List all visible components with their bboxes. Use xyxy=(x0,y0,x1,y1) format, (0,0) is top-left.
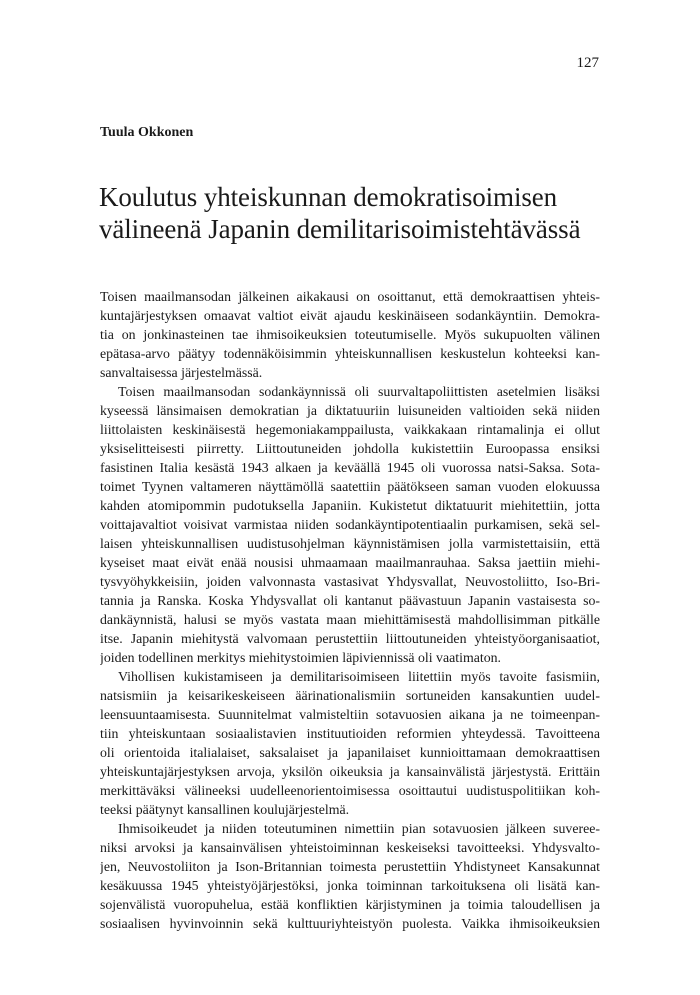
body-line: leensuuntaamisesta. Suunnitelmat valmisteltiin sotavuosien aikana ja ne toimeenpan- xyxy=(100,707,600,722)
body-line: kahden atomipommin pudotuksella Japaniin. Kukistetut diktatuurit miehitettiin, jotta xyxy=(100,498,600,513)
body-line: toimet Tyynen valtameren näyttämöllä saatettiin päätökseen saman vuoden elokuussa xyxy=(100,479,600,494)
body-line: Ihmisoikeudet ja niiden toteutuminen nimettiin pian sotavuosien jälkeen suveree- xyxy=(118,821,600,836)
body-line: niksi arvoksi ja kansainvälisen yhteistoiminnan keskeiseksi tavoitteeksi. Yhdysvalto- xyxy=(100,840,600,855)
body-line: kyseessä länsimaisen demokratian ja diktatuuriin luisuneiden valtioiden sekä niiden xyxy=(100,403,600,418)
body-line: joiden todellinen merkitys miehitystoimien läpiviennissä oli vaatimaton. xyxy=(100,650,502,665)
body-paragraph xyxy=(100,382,600,667)
body-line: Toisen maailmansodan jälkeinen aikakausi on osoittanut, että demokraattisen yhteis- xyxy=(100,289,600,304)
body-line: laisen yhteiskunnallisen uudistusohjelman käynnistämisen jolla varmistettaisiin, että xyxy=(100,536,600,551)
body-line: voittajavaltiot voisivat varmistaa niiden sodankäyntipotentiaalin purkamisen, sekä sel- xyxy=(100,517,600,532)
body-line: kyseiset maat eivät enää nousisi uhmaamaan maailmanrauhaa. Saksa jaettiin miehi- xyxy=(100,555,600,570)
body-line: oli orientoida italialaiset, saksalaiset ja japanilaiset kunnioittamaan demokraattisen xyxy=(100,745,600,760)
body-line: Toisen maailmansodan sodankäynnissä oli suurvaltapoliittisten asetelmien lisäksi xyxy=(118,384,600,399)
body-line: teeksi päätynyt kansallinen koulujärjestelmä. xyxy=(100,802,350,817)
body-line: merkittäväksi välineeksi uudelleenorientoimisessa osoittautui uudistuspolitiikan koh- xyxy=(100,783,600,798)
body-line: epätasa-arvo päätyy todennäköisimmin yhteiskunnallisen keskustelun kohteeksi kan- xyxy=(100,346,600,361)
body-paragraph xyxy=(100,667,600,819)
article-title-line: Koulutus yhteiskunnan demokratisoimisen xyxy=(99,182,558,212)
body-line: liittolaisten keskinäisestä hegemoniakamppailusta, vaikkakaan rintamalinja ei ollut xyxy=(100,422,600,437)
body-line: Vihollisen kukistamiseen ja demilitarisoimiseen liitettiin myös tavoite fasismiin, xyxy=(118,669,600,684)
body-line: yhteiskuntajärjestyksen arvoja, yksilön oikeuksia ja kansainvälistä järjestystä. Erittäin xyxy=(100,764,600,779)
body-line: natsismiin ja keisarikeskeiseen äärinationalismiin sortuneiden kansakuntien uudel- xyxy=(100,688,600,703)
body-line: fasistinen Italia kesästä 1943 alkaen ja keväällä 1945 oli vuorossa natsi-Saksa. Sota- xyxy=(100,460,600,475)
article-title xyxy=(99,181,619,245)
body-line: tiin yhteiskuntaan sosiaalistavien instituutioiden reformien yhteydessä. Tavoitteena xyxy=(100,726,600,741)
body-line: yksiselitteisesti piirretty. Liittoutuneiden johdolla kukistettiin Euroopassa ensiksi xyxy=(100,441,600,456)
author-name: Tuula Okkonen xyxy=(100,125,194,140)
body-paragraph xyxy=(100,287,600,382)
body-line: tia on jonkinasteinen tae ihmisoikeuksien toteutumiselle. Myös sukupuolten välinen xyxy=(100,327,600,342)
body-line: tannia ja Ranska. Koska Yhdysvallat oli kantanut päävastuun Japanin vastaisesta so- xyxy=(100,593,600,608)
body-line: tysvyöhykkeisiin, joiden valvonnasta vastasivat Yhdysvallat, Neuvostoliitto, Iso-Bri- xyxy=(100,574,600,589)
article-body xyxy=(100,287,600,933)
page-number: 127 xyxy=(576,55,599,71)
body-line: kuntajärjestyksen omaavat valtiot eivät ajaudu keskinäiseen sodankäyntiin. Demokra- xyxy=(100,308,600,323)
body-line: kesäkuussa 1945 yhteistyöjärjestöksi, jonka toiminnan tarkoituksena oli lisätä kan- xyxy=(100,878,600,893)
body-line: sosiaalisen hyvinvoinnin sekä kulttuuriyhteistyön puolesta. Vaikka ihmisoikeuksien xyxy=(100,916,600,931)
body-paragraph xyxy=(100,819,600,933)
body-line: itse. Japanin miehitystä valvomaan perustettiin liittoutuneiden yhteistyöorganisaatiot, xyxy=(100,631,600,646)
article-title-line: välineenä Japanin demilitarisoimistehtävässä xyxy=(99,214,581,244)
body-line: sanvaltaisessa järjestelmässä. xyxy=(100,365,263,380)
body-line: jen, Neuvostoliiton ja Ison-Britannian toimesta perustettiin Yhdistyneet Kansakunnat xyxy=(100,859,600,874)
body-line: dankäynnistä, halusi se myös vastata maan miehittämisestä mahdollisimman pitkälle xyxy=(100,612,600,627)
body-line: sojenvälistä vuoropuhelua, estää konfliktien kärjistyminen ja toimia taloudellisen ja xyxy=(100,897,600,912)
